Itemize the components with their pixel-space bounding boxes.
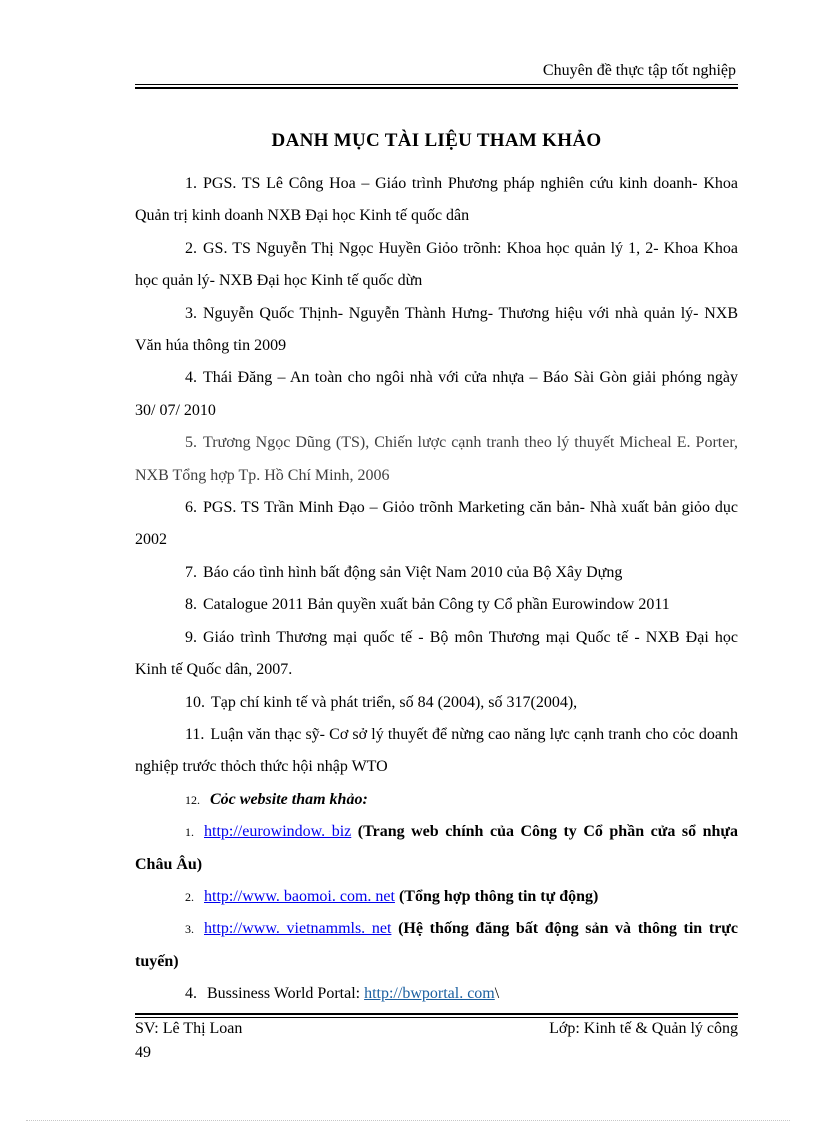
website-item	[135, 913, 738, 978]
reference-text: PGS. TS Lê Công Hoa – Giáo trình Phương pháp nghiên cứu kinh doanh- Khoa Quản trị kinh doanh NXB Đại học Kinh tế quốc dân	[135, 175, 738, 225]
reference-item	[135, 719, 738, 784]
website-description: (Trang web chính của Công ty Cổ phần cửa sổ nhựa Châu Âu)	[135, 823, 739, 873]
running-header: Chuyên đề thực tập tốt nghiệp	[542, 62, 736, 79]
reference-number: 10.	[185, 693, 205, 711]
reference-text: Trương Ngọc Dũng (TS), Chiến lược cạnh tranh theo lý thuyết Micheal E. Porter, NXB Tổng hợp Tp. Hồ Chí Minh, 2006	[135, 434, 738, 484]
reference-number: 12.	[185, 792, 200, 807]
reference-text: Catalogue 2011 Bản quyền xuất bản Công ty Cổ phần Eurowindow 2011	[203, 596, 670, 614]
class-name: Lớp: Kinh tế & Quản lý công	[549, 1020, 738, 1037]
reference-number: 7.	[185, 563, 197, 581]
header-rule	[135, 84, 738, 89]
reference-text: PGS. TS Trần Minh Đạo – Giỏo trõnh Marketing căn bản- Nhà xuất bản giỏo dục 2002	[135, 499, 738, 549]
reference-item	[135, 168, 738, 233]
website-suffix: \	[494, 985, 500, 1003]
reference-number: 6.	[185, 499, 197, 517]
reference-number: 5.	[185, 434, 197, 452]
reference-text: Tạp chí kinh tế và phát triển, số 84 (2004), số 317(2004),	[211, 693, 578, 711]
reference-number: 4.	[185, 369, 197, 387]
reference-text: Báo cáo tình hình bất động sản Việt Nam 2010 của Bộ Xây Dựng	[203, 563, 623, 581]
reference-text: Nguyễn Quốc Thịnh- Nguyễn Thành Hưng- Thương hiệu với nhà quản lý- NXB Văn húa thông tin 2009	[135, 304, 738, 355]
website-item	[135, 816, 738, 881]
reference-item	[135, 687, 738, 719]
reference-text: Giáo trình Thương mại quốc tế - Bộ môn Thương mại Quốc tế - NXB Đại học Kinh tế Quốc dân, 2007.	[135, 628, 738, 679]
page-title: DANH MỤC TÀI LIỆU THAM KHẢO	[271, 130, 602, 151]
reference-item	[135, 298, 738, 363]
websites-heading: Cỏc website tham khảo:	[210, 790, 368, 808]
website-item	[135, 978, 738, 1010]
reference-text: Luận văn thạc sỹ- Cơ sở lý thuyết để nừng cao năng lực cạnh tranh cho cỏc doanh nghiệp trước thỏch thức hội nhập WTO	[135, 725, 738, 776]
reference-number: 2.	[185, 239, 197, 257]
reference-number: 9.	[185, 628, 197, 646]
reference-item	[135, 557, 738, 589]
website-link[interactable]: http://bwportal. com	[364, 985, 495, 1003]
reference-text: GS. TS Nguyễn Thị Ngọc Huyền Giỏo trõnh: Khoa học quản lý 1, 2- Khoa Khoa học quản lý- NXB Đại học Kinh tế quốc dừn	[135, 239, 738, 290]
website-description: (Hệ thống đăng bất động sản và thông tin trực tuyến)	[135, 920, 738, 970]
reference-item	[135, 362, 738, 427]
website-number: 3.	[185, 922, 194, 937]
website-item	[135, 881, 738, 913]
reference-item	[135, 622, 738, 687]
reference-number: 3.	[185, 304, 197, 322]
student-name: SV: Lê Thị Loan	[135, 1020, 243, 1037]
website-description: (Tổng hợp thông tin tự động)	[398, 887, 599, 905]
reference-number: 11.	[185, 725, 205, 743]
page-edge-dots	[26, 1120, 790, 1121]
footer-rule	[135, 1013, 738, 1018]
reference-item	[135, 427, 738, 492]
website-link[interactable]: http://www. baomoi. com. net	[204, 887, 395, 905]
reference-list	[135, 168, 738, 1011]
reference-number: 8.	[185, 596, 197, 614]
reference-item	[135, 233, 738, 298]
reference-text: Thái Đăng – An toàn cho ngôi nhà với cửa nhựa – Báo Sài Gòn giải phóng ngày 30/ 07/ 2010	[135, 369, 738, 419]
website-number: 2.	[185, 889, 194, 904]
website-link[interactable]: http://www. vietnammls. net	[204, 920, 392, 938]
website-label: Bussiness World Portal:	[207, 985, 361, 1003]
reference-item	[135, 589, 738, 621]
website-number: 4.	[185, 985, 197, 1003]
website-number: 1.	[185, 825, 194, 840]
website-link[interactable]: http://eurowindow. biz	[204, 823, 352, 841]
websites-heading-item	[135, 784, 738, 816]
page-number: 49	[135, 1044, 151, 1061]
reference-number: 1.	[185, 175, 197, 192]
reference-item	[135, 492, 738, 557]
